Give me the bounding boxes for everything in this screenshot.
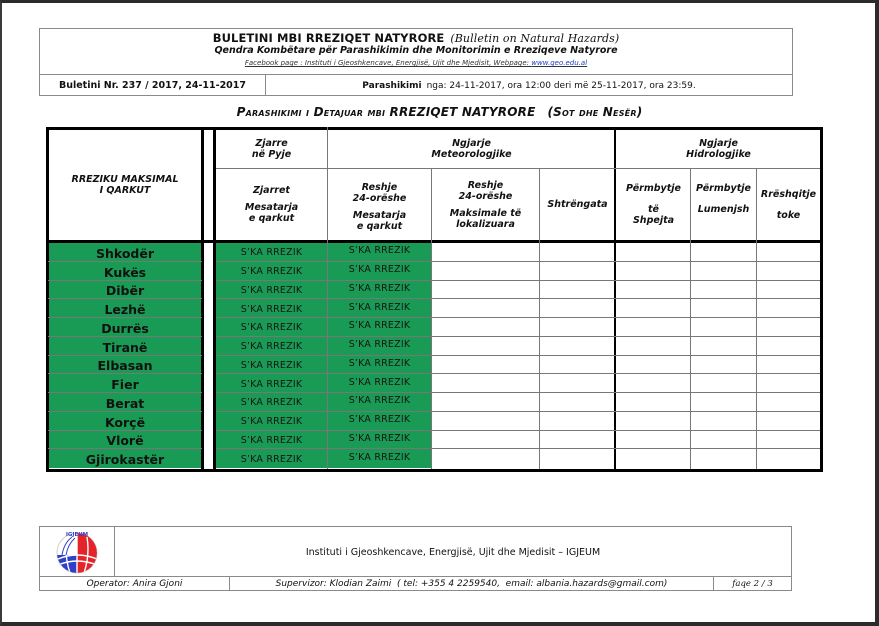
row-line [216,355,820,356]
table-right-border [820,127,823,472]
cell-rain-max [432,318,539,337]
cell-rain-max [432,412,539,431]
col-river-flood-line2: Lumenjsh [697,203,750,215]
cell-landslide [757,281,820,300]
col-rain-avg-line1: Reshje [361,181,398,193]
cell-river-flood [691,431,756,450]
group-meteo-header [328,130,615,168]
title-english: (Bulletin on Natural Hazards) [450,32,620,45]
cell-fires: S’KA RREZIK [240,322,303,334]
bulletin-footer [39,526,792,591]
group-fire-line1: Zjarre [255,138,288,149]
cell-river-flood [691,412,756,431]
region-name: Kukës [103,264,147,280]
cell-rain-max [432,431,539,450]
cell-rain-max [432,337,539,356]
operator-name: Operator: Anira Gjoni [40,577,230,591]
cell-river-flood [691,318,756,337]
col-fires-line2: Mesatarja [244,202,299,213]
row-line [216,392,820,393]
cell-flash-flood [617,412,690,431]
cell-flash-flood [617,374,690,393]
row-line [48,280,202,281]
cell-river-flood [691,299,756,318]
col-line [690,168,691,469]
cell-storm [540,449,615,468]
cell-fires: S’KA RREZIK [240,266,303,278]
row-line [216,336,820,337]
row-line [216,448,820,449]
cell-storm [540,431,615,450]
cell-river-flood [691,262,756,281]
cell-flash-flood [617,449,690,468]
region-name: Tiranë [102,339,148,355]
group-divider [216,168,820,169]
cell-storm [540,356,615,375]
cell-flash-flood [617,337,690,356]
col-line [431,168,432,469]
col-header-fires [216,169,327,240]
cell-rain-avg: S’KA RREZIK [348,301,411,313]
col-header-storm [540,169,615,240]
section-title-text: Parashikimi i Detajuar mbi RREZIQET NATYRORE [236,105,536,119]
col-header-rain-avg [328,169,431,240]
col-line [539,168,540,469]
cell-fires: S’KA RREZIK [240,378,303,390]
igjeum-logo-icon [52,529,102,575]
cell-storm [540,281,615,300]
row-line [216,373,820,374]
col-storm-line1: Shtrëngata [547,199,608,210]
cell-river-flood [691,356,756,375]
row-line [48,336,202,337]
col-rain-max-line3: Maksimale të [449,207,522,219]
region-name: Durrës [101,320,149,336]
col-rain-avg-line4: e qarkut [356,220,403,232]
cell-landslide [757,318,820,337]
group-meteo-line2: Meteorologjike [431,149,512,160]
region-name: Gjirokastër [85,452,165,468]
col-fires-line3: e qarkut [248,213,295,224]
cell-storm [540,299,615,318]
center-name: Qendra Kombëtare për Parashikimin dhe Monitorimin e Rreziqeve Natyrore [214,45,618,56]
row-line [48,298,202,299]
cell-rain-avg: S’KA RREZIK [348,282,411,294]
cell-fires: S’KA RREZIK [240,397,303,409]
institute-name: Instituti i Gjeoshkencave, Energjisë, Ujit dhe Mjedisit – IGJEUM [305,547,601,558]
cell-flash-flood [617,431,690,450]
cell-rain-avg: S’KA RREZIK [348,432,411,444]
group-hydro-line2: Hidrologjike [686,149,751,160]
table-top-border [46,127,823,130]
col-header-landslide [757,169,820,240]
cell-landslide [757,393,820,412]
cell-rain-avg: S’KA RREZIK [348,357,411,369]
col-rain-avg-line2: 24-orëshe [352,192,407,204]
col-line [756,168,757,469]
group-fire-line2: në Pyje [251,149,292,160]
group-meteo-line1: Ngjarje [452,138,491,149]
cell-landslide [757,243,820,262]
cell-fires: S’KA RREZIK [240,247,303,259]
row-line [216,430,820,431]
cell-river-flood [691,281,756,300]
cell-landslide [757,431,820,450]
cell-fires: S’KA RREZIK [240,341,303,353]
col-rain-max-line4: lokalizuara [456,218,515,230]
cell-fires: S’KA RREZIK [240,284,303,296]
row-line [48,373,202,374]
col-fires-line1: Zjarret [253,185,290,196]
webpage-link[interactable]: www.geo.edu.al [531,59,588,67]
cell-fires: S’KA RREZIK [240,434,303,446]
corner-header [48,130,202,240]
cell-flash-flood [617,243,690,262]
col-rain-avg-line3: Mesatarja [352,209,407,221]
cell-rain-avg: S’KA RREZIK [348,339,411,351]
col-header-river-flood [691,169,756,240]
cell-fires: S’KA RREZIK [240,303,303,315]
region-column-right-border [201,127,204,472]
cell-landslide [757,356,820,375]
page-indicator: faqe 2 / 3 [732,579,773,589]
facebook-text: Facebook page : Instituti i Gjeoshkencave, Energjisë, Ujit dhe Mjedisit, Webpage: [244,59,532,67]
cell-flash-flood [617,299,690,318]
cell-flash-flood [617,318,690,337]
cell-rain-avg: S’KA RREZIK [348,414,411,426]
section-title-tail: (Sot dhe Nesër) [547,105,643,119]
cell-rain-avg: S’KA RREZIK [348,376,411,388]
hydro-left-border [614,127,616,472]
region-name: Korçë [104,414,146,430]
row-line [48,261,202,262]
cell-river-flood [691,393,756,412]
region-name: Vlorë [106,433,144,449]
cell-flash-flood [617,262,690,281]
region-name: Lezhë [104,302,146,318]
cell-storm [540,412,615,431]
cell-flash-flood [617,393,690,412]
cell-flash-flood [617,356,690,375]
cell-rain-max [432,393,539,412]
col-header-flash-flood [617,169,690,240]
cell-storm [540,318,615,337]
col-landslide-line1: Rrëshqitje [760,188,817,200]
group-hydro-line1: Ngjarje [699,138,738,149]
col-rain-max-line2: 24-orëshe [458,190,513,202]
group-hydro-header [617,130,820,168]
data-left-border [213,127,216,472]
cell-rain-max [432,262,539,281]
title-text: BULETINI MBI RREZIQET NATYRORE [212,31,445,45]
row-line [48,317,202,318]
cell-landslide [757,337,820,356]
region-name: Shkodër [95,245,155,261]
bulletin-number: Buletini Nr. 237 / 2017, 24-11-2017 [40,75,266,96]
cell-storm [540,337,615,356]
group-fire-header [216,130,327,168]
cell-rain-avg: S’KA RREZIK [348,320,411,332]
col-flash-flood-line3: Shpejta [632,215,675,226]
svg-text:IGJEUM: IGJEUM [65,531,89,538]
cell-landslide [757,262,820,281]
cell-river-flood [691,243,756,262]
row-line [216,261,820,262]
cell-fires: S’KA RREZIK [240,359,303,371]
col-river-flood-line1: Përmbytje [696,182,751,194]
cell-flash-flood [617,281,690,300]
igjeum-logo [40,527,115,576]
row-line [48,430,202,431]
cell-storm [540,262,615,281]
cell-rain-max [432,243,539,262]
table-left-border [46,127,49,472]
cell-rain-max [432,356,539,375]
region-name: Fier [111,377,139,393]
cell-landslide [757,412,820,431]
cell-storm [540,374,615,393]
row-line [216,280,820,281]
cell-rain-max [432,281,539,300]
col-header-rain-max [432,169,539,240]
region-name: Elbasan [97,358,153,374]
cell-rain-max [432,449,539,468]
row-line [48,392,202,393]
forecast-period-text: nga: 24-11-2017, ora 12:00 deri më 25-11-2017, ora 23:59. [426,80,696,91]
row-line [216,411,820,412]
supervisor-contact: Supervizor: Klodian Zaimi ( tel: +355 4 2259540, email: albania.hazards@gmail.com) [230,577,714,591]
cell-fires: S’KA RREZIK [240,416,303,428]
row-line [48,448,202,449]
cell-rain-avg: S’KA RREZIK [348,395,411,407]
corner-header-line1: RREZIKU MAKSIMAL [71,174,179,185]
cell-river-flood [691,449,756,468]
cell-rain-avg: S’KA RREZIK [348,245,411,257]
forecast-label: Parashikimi [362,80,422,91]
cell-rain-max [432,374,539,393]
cell-landslide [757,374,820,393]
cell-rain-max [432,299,539,318]
header-bottom-border [46,240,823,243]
col-rain-max-line1: Reshje [467,179,504,191]
col-flash-flood-line1: Përmbytje [626,183,681,194]
col-flash-flood-line2: të [648,204,659,215]
cell-river-flood [691,337,756,356]
region-name: Berat [105,395,145,411]
cell-storm [540,393,615,412]
cell-landslide [757,299,820,318]
table-bottom-border [46,469,823,472]
row-line [48,411,202,412]
cell-fires: S’KA RREZIK [240,453,303,465]
row-line [216,317,820,318]
cell-rain-avg: S’KA RREZIK [348,451,411,463]
col-landslide-line2: toke [776,209,801,221]
cell-rain-avg: S’KA RREZIK [348,264,411,276]
corner-header-line2: I QARKUT [99,185,151,196]
cell-landslide [757,449,820,468]
cell-river-flood [691,374,756,393]
row-line [216,298,820,299]
region-name: Dibër [105,283,145,299]
row-line [48,355,202,356]
cell-storm [540,243,615,262]
footer-info-row [40,576,791,591]
